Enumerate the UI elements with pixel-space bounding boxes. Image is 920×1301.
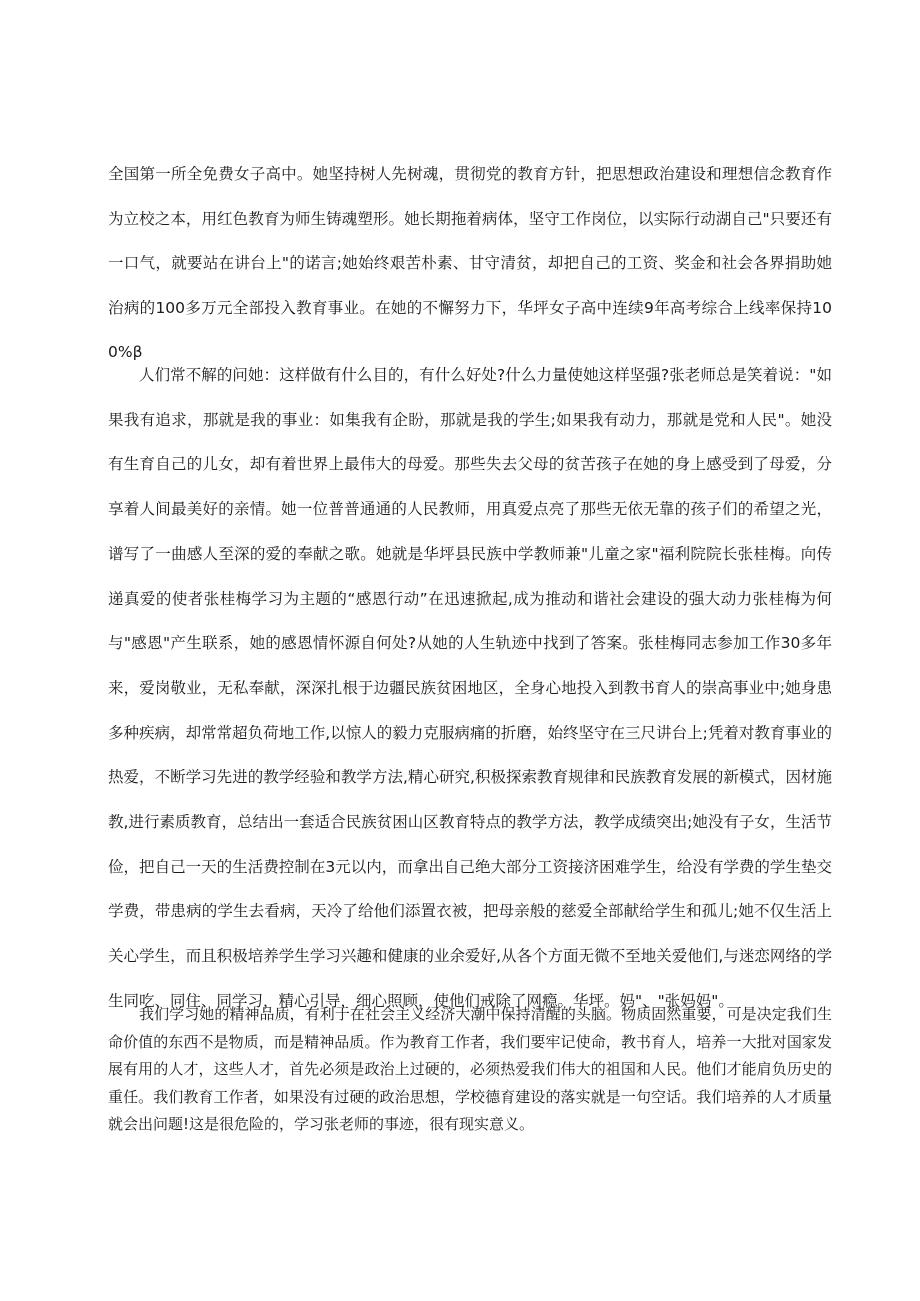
paragraph-3: 我们学习她的精神品质，有利于在社会主义经济大潮中保持清醒的头脑。物质固然重要，可是决定我们生命价值的东西不是物质，而是精神品质。作为教育工作者，我们要牢记使命，教书育人，培养一大批对国家发展有用的人才，这些人才，首先必须是政治上过硬的，必须热爱我们伟大的祖国和人民。他们才能肩负历史的重任。我们教育工作者，如果没有过硬的政治思想，学校德育建设的落实就是一句空话。我们培养的人才质量就会出问题!这是很危险的，学习张老师的事迹，很有现实意义。	[108, 1005, 832, 1133]
paragraph-2: 人们常不解的问她：这样做有什么目的，有什么好处?什么力量使她这样坚强?张老师总是笑着说："如果我有追求，那就是我的事业：如集我有企盼，那就是我的学生;如果我有动力，那就是党和人民"。她没有生育自己的儿女，却有着世界上最伟大的母爱。那些失去父母的贫苦孩子在她的身上感受到了母爱，分享着人间最美好的亲情。她一位普普通通的人民教师，用真爱点亮了那些无依无靠的孩子们的希望之光，谱写了一曲感人至深的爱的奉献之歌。她就是华坪县民族中学教师兼"儿童之家"福利院院长张桂梅。向传递真爱的使者张桂梅学习为主题的“感恩行动”在迅速掀起,成为推动和谐社会建设的强大动力张桂梅为何与"感恩"产生联系，她的感恩情怀源自何处?从她的人生轨迹中找到了答案。张桂梅同志参加工作30多年来，爱岗敬业，无私奉献，深深扎根于边疆民族贫困地区，全身心地投入到教书育人的崇高事业中;她身患多种疾病，却常常超负荷地工作,以惊人的毅力克服病痛的折磨，始终坚守在三尺讲台上;凭着对教育事业的热爱，不断学习先进的教学经验和教学方法,精心研究,积极探索教育规律和民族教育发展的新模式，因材施教,进行素质教育，总结出一套适合民族贫困山区教育特点的教学方法，教学成绩突出;她没有子女，生活节俭，把自己一天的生活费控制在3元以内，而拿出自己绝大部分工资接济困难学生，给没有学费的学生垫交学费，带患病的学生去看病，天冷了给他们添置衣被，把母亲般的慈爱全部献给学生和孤儿;她不仅生活上关心学生，而且积极培养学生学习兴趣和健康的业余爱好,从各个方面无微不至地关爱他们,与迷恋网络的学生同吃、同住、同学习，精心引导，细心照顾，使他们戒除了网瘾。华坪。妈"、"张妈妈"。	[108, 366, 832, 1010]
paragraph-1: 全国第一所全免费女子高中。她坚持树人先树魂，贯彻党的教育方针，把思想政治建设和理想信念教育作为立校之本，用红色教育为师生铸魂塑形。她长期拖着病体，坚守工作岗位，以实际行动湖自己"只要还有一口气，就要站在讲台上"的诺言;她始终艰苦朴素、甘守清贫，却把自己的工资、奖金和社会各界捐助她治病的100多万元全部投入教育事业。在她的不懈努力下，华坪女子高中连续9年高考综合上线率保持100%β	[108, 165, 832, 361]
